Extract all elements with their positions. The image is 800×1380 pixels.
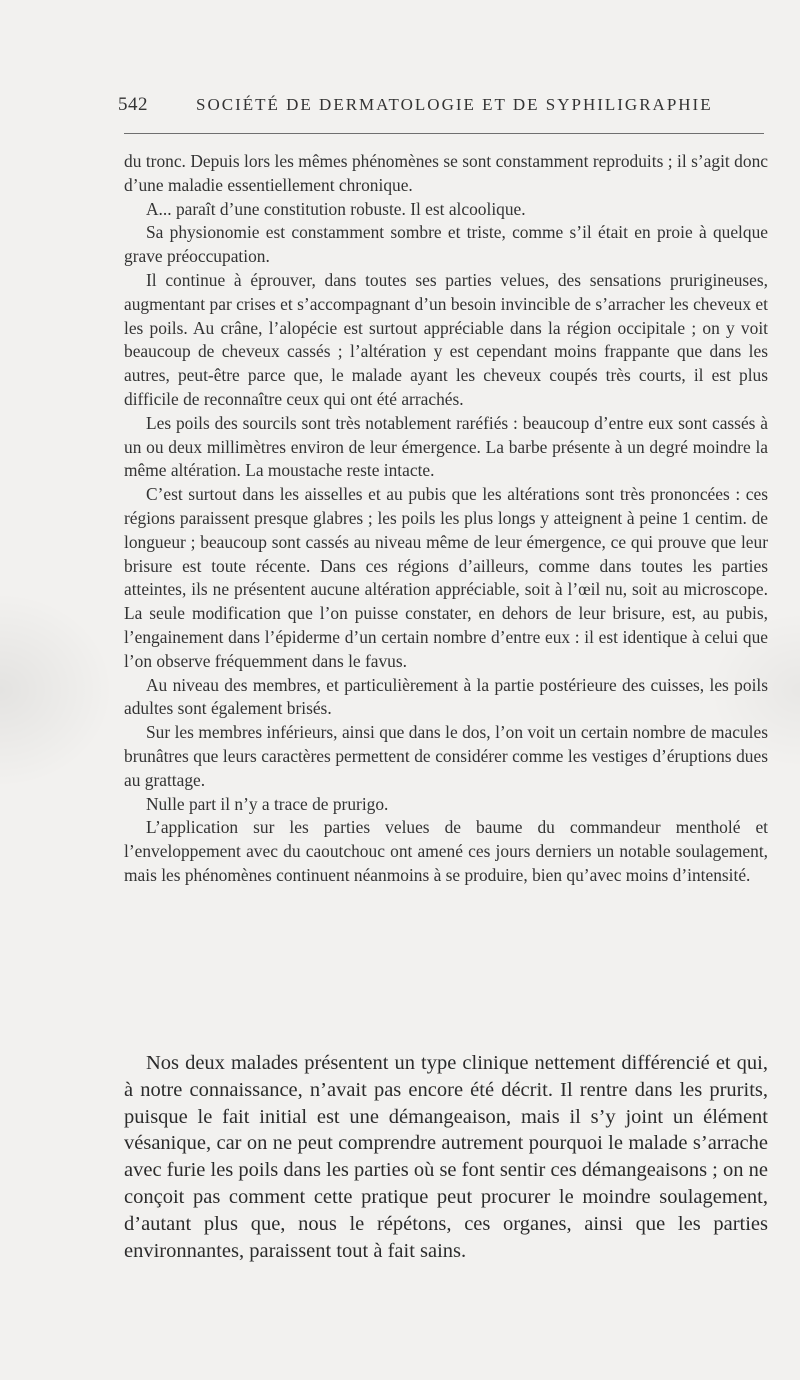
page-header	[118, 94, 768, 116]
paragraph: Sa physionomie est constamment sombre et triste, comme s’il était en proie à quelque grave préoccupation.	[124, 222, 768, 267]
paragraph: Les poils des sourcils sont très notablement raréfiés : beaucoup d’entre eux sont cassés à un ou deux millimètres environ de leur émergence. La barbe présente à un degré moindre la même altération. La moustache reste intacte.	[124, 412, 768, 481]
paragraph: C’est surtout dans les aisselles et au pubis que les altérations sont très prononcées : ces régions paraissent presque glabres ; les poils les plus longs y atteignent à peine 1 centim. de longueur ; beaucoup sont cassés au niveau même de leur émergence, ce qui prouve que leur brisure est toute récente. Dans ces régions d’ailleurs, comme dans toutes les parties atteintes, ils ne présentent aucune altération appréciable, soit à l’œil nu, soit au microscope. La seule modification que l’on puisse constater, en dehors de leur brisure, est, au pubis, l’engainement dans l’épiderme d’un certain nombre d’entre eux : il est identique à celui que l’on observe fréquemment dans le favus.	[124, 484, 768, 671]
case-report-text	[124, 150, 768, 888]
paragraph: Sur les membres inférieurs, ainsi que dans le dos, l’on voit un certain nombre de macules brunâtres que leurs caractères permettent de considérer comme les vestiges d’éruptions dues au grattage.	[124, 722, 768, 790]
page-number: 542	[118, 94, 148, 115]
header-rule	[124, 133, 764, 134]
paragraph: A... paraît d’une constitution robuste. Il est alcoolique.	[146, 198, 526, 219]
running-title: SOCIÉTÉ DE DERMATOLOGIE ET DE SYPHILIGRAPHIE	[196, 95, 713, 114]
paragraph: du tronc. Depuis lors les mêmes phénomènes se sont constamment reproduits ; il s’agit donc d’une maladie essentiellement chronique.	[124, 151, 768, 195]
paragraph: L’application sur les parties velues de baume du commandeur mentholé et l’enveloppement avec du caoutchouc ont amené ces jours derniers un notable soulagement, mais les phénomènes continuent néanmoins à se produire, bien qu’avec moins d’intensité.	[124, 817, 768, 885]
conclusion-paragraph: Nos deux malades présentent un type clinique nettement différencié et qui, à notre connaissance, n’avait pas encore été décrit. Il rentre dans les prurits, puisque le fait initial est une démangeaison, mais il s’y joint un élément vésanique, car on ne peut comprendre autrement pourquoi le malade s’arrache avec furie les poils dans les parties où se font sentir ces démangeaisons ; on ne conçoit pas comment cette pratique peut procurer le moindre soulagement, d’autant plus que, nous le répétons, ces organes, ainsi que les parties environnantes, paraissent tout à fait sains.	[124, 1052, 768, 1262]
paragraph: Il continue à éprouver, dans toutes ses parties velues, des sensations prurigineuses, augmentant par crises et s’accompagnant d’un besoin invincible de s’arracher les cheveux et les poils. Au crâne, l’alopécie est surtout appréciable dans la région occipitale ; on y voit beaucoup de cheveux cassés ; l’altération y est cependant moins frappante que dans les autres, peut-être parce que, le malade ayant les cheveux coupés très courts, il est plus difficile de reconnaître ceux qui ont été arrachés.	[124, 269, 768, 409]
paragraph: Au niveau des membres, et particulièrement à la partie postérieure des cuisses, les poils adultes sont également brisés.	[124, 674, 768, 719]
conclusion-section	[124, 1050, 768, 1264]
paragraph: Nulle part il n’y a trace de prurigo.	[146, 793, 389, 814]
